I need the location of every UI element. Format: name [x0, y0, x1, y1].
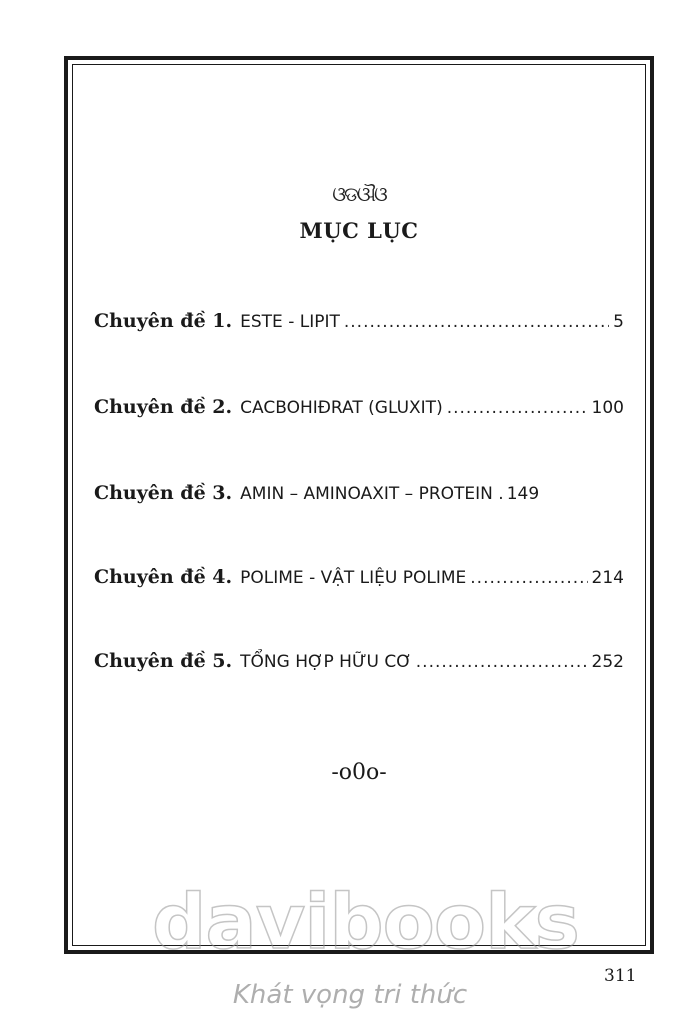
- toc-entry-prefix: Chuyên đề 4.: [94, 566, 233, 588]
- toc-entry-page: 100: [591, 398, 624, 418]
- toc-entry-title: ESTE - LIPIT: [240, 312, 340, 332]
- page-frame: [64, 56, 654, 954]
- dot-leader: [470, 568, 587, 588]
- watermark-logo: davibooks: [152, 877, 579, 966]
- toc-entry-page: 252: [591, 652, 624, 672]
- ornament-divider: ଓଡଔଓ: [332, 182, 386, 206]
- toc-entry-title: CACBOHIĐRAT (GLUXIT): [240, 398, 443, 418]
- dot-leader: [344, 312, 609, 332]
- toc-entry-page: 5: [613, 312, 624, 332]
- toc-title: MỤC LỤC: [299, 218, 419, 243]
- toc-entry-prefix: Chuyên đề 5.: [94, 650, 233, 672]
- toc-entry-title: TỔNG HỢP HỮU CƠ: [240, 652, 412, 672]
- toc-entry-3: [94, 482, 624, 512]
- toc-entry-title: POLIME - VẬT LIỆU POLIME: [240, 568, 467, 588]
- toc-entry-page: 149: [506, 484, 540, 504]
- toc-entry-page: 214: [591, 568, 624, 588]
- toc-entry-4: [94, 566, 624, 596]
- dot-leader: [416, 652, 588, 672]
- toc-entry-prefix: Chuyên đề 1.: [94, 310, 233, 332]
- toc-entry-prefix: Chuyên đề 3.: [94, 482, 233, 504]
- toc-entry-2: [94, 396, 624, 426]
- dot-leader: [447, 398, 588, 418]
- toc-entry-1: [94, 310, 624, 340]
- toc-entry-prefix: Chuyên đề 2.: [94, 396, 233, 418]
- page-number: 311: [604, 966, 637, 986]
- watermark-slogan: Khát vọng tri thức: [232, 980, 468, 1010]
- toc-entry-title: AMIN – AMINOAXIT – PROTEIN .: [240, 484, 504, 504]
- toc-entry-5: [94, 650, 624, 680]
- end-mark: -o0o-: [331, 760, 387, 785]
